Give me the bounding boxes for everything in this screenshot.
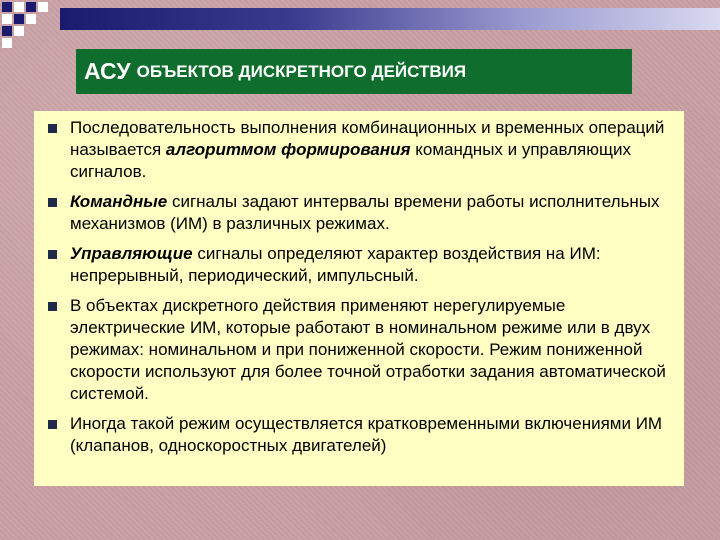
deco-square bbox=[26, 14, 36, 24]
bullet-text bbox=[70, 243, 672, 287]
deco-square bbox=[2, 2, 12, 12]
corner-decoration bbox=[0, 0, 60, 60]
bullet-item bbox=[48, 117, 672, 183]
deco-square bbox=[2, 38, 12, 48]
bullet-item bbox=[48, 243, 672, 287]
square-bullet-icon bbox=[48, 124, 57, 133]
header-gradient-band bbox=[60, 8, 720, 30]
content-panel bbox=[34, 111, 684, 486]
deco-square bbox=[14, 2, 24, 12]
slide-title bbox=[76, 49, 632, 94]
bullet-text-pre: Последовательность выполнения комбинационных и временных операций называется bbox=[70, 118, 665, 159]
deco-square bbox=[2, 26, 12, 36]
bullet-term: алгоритмом формирования bbox=[165, 140, 411, 159]
title-main: АСУ bbox=[84, 58, 131, 84]
bullet-text bbox=[70, 117, 672, 183]
deco-square bbox=[14, 26, 24, 36]
bullet-item bbox=[48, 191, 672, 235]
bullet-term: Управляющие bbox=[70, 244, 193, 263]
square-bullet-icon bbox=[48, 420, 57, 429]
bullet-text bbox=[70, 191, 672, 235]
bullet-text bbox=[70, 295, 672, 405]
deco-square bbox=[14, 14, 24, 24]
deco-square bbox=[38, 2, 48, 12]
bullet-text-post: сигналы определяют характер воздействия на ИМ: непрерывный, периодический, импульсный. bbox=[70, 244, 601, 285]
title-sub: ОБЪЕКТОВ ДИСКРЕТНОГО ДЕЙСТВИЯ bbox=[136, 61, 467, 81]
bullet-text-pre: В объектах дискретного действия применяют нерегулируемые электрические ИМ, которые работают в номинальном режиме или в двух режимах: номинальном и при пониженной скорости. Режим пониженной скорости используют для более точной отработки задания автоматической системой. bbox=[70, 296, 666, 403]
bullet-item bbox=[48, 295, 672, 405]
square-bullet-icon bbox=[48, 250, 57, 259]
bullet-text-post: командных и управляющих сигналов. bbox=[70, 140, 631, 181]
square-bullet-icon bbox=[48, 302, 57, 311]
bullet-text-pre: Иногда такой режим осуществляется кратковременными включениями ИМ (клапанов, односкоростных двигателей) bbox=[70, 414, 663, 455]
deco-square bbox=[26, 2, 36, 12]
deco-square bbox=[2, 14, 12, 24]
bullet-text bbox=[70, 413, 672, 457]
bullet-term: Командные bbox=[70, 192, 168, 211]
bullet-text-post: сигналы задают интервалы времени работы исполнительных механизмов (ИМ) в различных режимах. bbox=[70, 192, 660, 233]
bullet-item bbox=[48, 413, 672, 457]
square-bullet-icon bbox=[48, 198, 57, 207]
